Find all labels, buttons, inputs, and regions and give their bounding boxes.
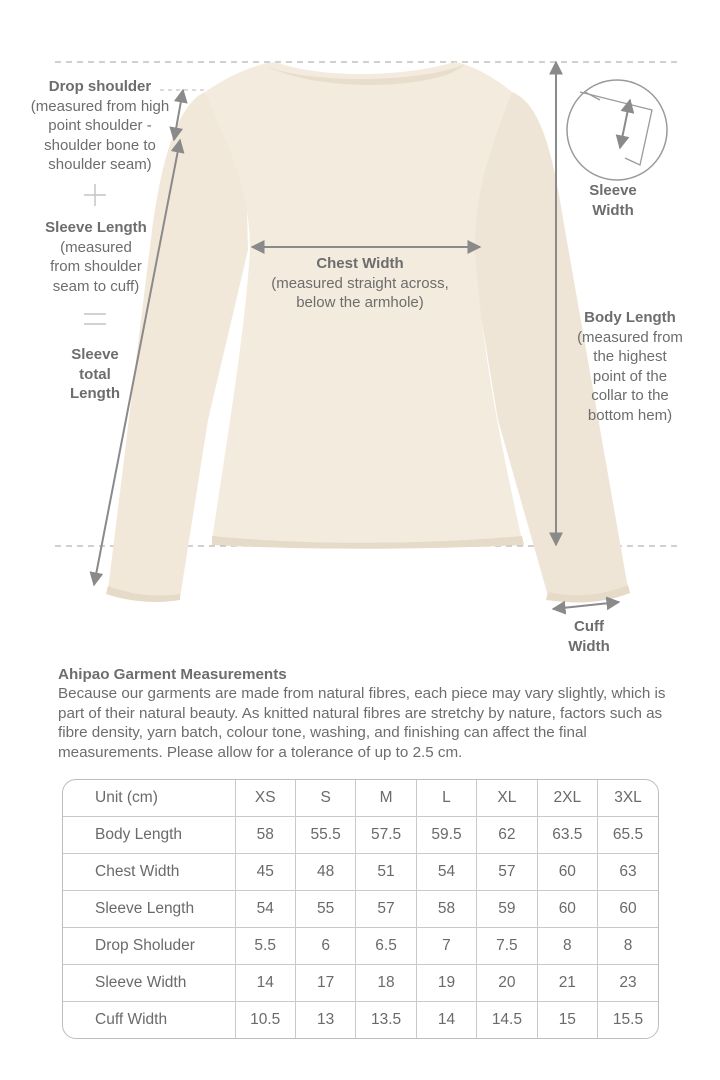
table-cell: 8 xyxy=(598,928,658,965)
table-row xyxy=(63,928,658,965)
drop-shoulder-title: Drop shoulder xyxy=(48,78,152,95)
row-label: Cuff Width xyxy=(63,1002,235,1038)
table-cell: 13.5 xyxy=(356,1002,416,1038)
table-cell: 60 xyxy=(537,853,597,890)
table-cell: 7.5 xyxy=(477,928,537,965)
table-cell: 60 xyxy=(537,890,597,927)
table-cell: 55.5 xyxy=(295,816,355,853)
table-cell: 6.5 xyxy=(356,928,416,965)
body-length-desc-line: the highest xyxy=(593,348,667,365)
sleeve-width-title-line: Sleeve xyxy=(589,182,637,199)
table-cell: 57.5 xyxy=(356,816,416,853)
sweater-illustration xyxy=(106,62,630,602)
body-length-label xyxy=(568,308,692,425)
row-label: Sleeve Length xyxy=(63,890,235,927)
cuff-width-title-line: Width xyxy=(568,637,610,655)
header-size: S xyxy=(295,780,355,816)
drop-shoulder-label xyxy=(18,77,182,175)
sleeve-total-title-line: Length xyxy=(70,385,120,402)
table-cell: 59 xyxy=(477,890,537,927)
sleeve-width-label xyxy=(573,181,653,220)
row-label: Chest Width xyxy=(63,853,235,890)
body-length-desc-line: (measured from xyxy=(577,328,683,346)
table-cell: 19 xyxy=(416,965,476,1002)
chest-width-desc-line: (measured straight across, xyxy=(271,274,449,292)
table-cell: 5.5 xyxy=(235,928,295,965)
row-label: Sleeve Width xyxy=(63,965,235,1002)
table-row xyxy=(63,853,658,890)
sleeve-length-label xyxy=(26,218,166,296)
cuff-width-arrow xyxy=(553,602,619,609)
table-row xyxy=(63,890,658,927)
table-cell: 14.5 xyxy=(477,1002,537,1038)
header-size: XS xyxy=(235,780,295,816)
table-cell: 54 xyxy=(416,853,476,890)
table-cell: 59.5 xyxy=(416,816,476,853)
table-cell: 62 xyxy=(477,816,537,853)
table-cell: 57 xyxy=(477,853,537,890)
sleeve-total-title-line: Sleeve xyxy=(71,346,119,363)
header-size: L xyxy=(416,780,476,816)
table-cell: 14 xyxy=(235,965,295,1002)
sleeve-total-length-label xyxy=(50,345,140,404)
chest-width-label xyxy=(255,254,465,313)
table-cell: 58 xyxy=(416,890,476,927)
table-cell: 23 xyxy=(598,965,658,1002)
table-cell: 63 xyxy=(598,853,658,890)
table-cell: 6 xyxy=(295,928,355,965)
sleeve-length-title: Sleeve Length xyxy=(45,219,147,236)
header-size: 2XL xyxy=(537,780,597,816)
cuff-width-title-line: Cuff xyxy=(574,618,604,635)
table-row xyxy=(63,816,658,853)
table-cell: 48 xyxy=(295,853,355,890)
table-cell: 13 xyxy=(295,1002,355,1038)
table-cell: 51 xyxy=(356,853,416,890)
size-table xyxy=(62,779,659,1039)
sleeve-width-title-line: Width xyxy=(592,201,634,219)
table-cell: 57 xyxy=(356,890,416,927)
intro-title: Ahipao Garment Measurements xyxy=(58,666,287,683)
table-row xyxy=(63,965,658,1002)
body-length-title: Body Length xyxy=(584,309,676,326)
table-cell: 60 xyxy=(598,890,658,927)
header-size: M xyxy=(356,780,416,816)
chest-width-desc-line: below the armhole) xyxy=(296,294,424,311)
sleeve-length-desc-line: from shoulder xyxy=(50,258,142,275)
table-cell: 21 xyxy=(537,965,597,1002)
sleeve-length-desc-line: seam to cuff) xyxy=(52,277,140,295)
drop-shoulder-desc-line: shoulder bone to xyxy=(44,136,156,154)
table-row xyxy=(63,1002,658,1038)
table-cell: 20 xyxy=(477,965,537,1002)
header-size: 3XL xyxy=(598,780,658,816)
cuff-width-label xyxy=(549,617,629,656)
table-cell: 15 xyxy=(537,1002,597,1038)
body-length-desc-line: bottom hem) xyxy=(587,406,673,424)
table-cell: 10.5 xyxy=(235,1002,295,1038)
table-cell: 15.5 xyxy=(598,1002,658,1038)
table-header-row xyxy=(63,780,658,816)
table-cell: 8 xyxy=(537,928,597,965)
table-cell: 17 xyxy=(295,965,355,1002)
body-length-desc-line: collar to the xyxy=(591,387,669,404)
header-unit: Unit (cm) xyxy=(63,780,235,816)
sleeve-total-title-line: total xyxy=(79,365,111,383)
table-cell: 58 xyxy=(235,816,295,853)
table-cell: 63.5 xyxy=(537,816,597,853)
table-cell: 65.5 xyxy=(598,816,658,853)
drop-shoulder-desc-line: point shoulder - xyxy=(48,117,152,134)
row-label: Body Length xyxy=(63,816,235,853)
table-cell: 55 xyxy=(295,890,355,927)
table-cell: 14 xyxy=(416,1002,476,1038)
sleeve-length-desc-line: (measured xyxy=(60,238,132,256)
sleeve-width-inset xyxy=(567,80,667,180)
table-cell: 7 xyxy=(416,928,476,965)
body-length-desc-line: point of the xyxy=(592,367,668,385)
intro-body: Because our garments are made from natural fibres, each piece may vary slightly, which is part of their natural beauty. As knitted natural fibres are stretchy by nature, factors such as fibre density, yarn batch, colour tone, washing, and finishing can affect the final measurements. Please allow for a tolerance of up to 2.5 cm. xyxy=(58,685,666,761)
row-label: Drop Sholuder xyxy=(63,928,235,965)
measurements-intro xyxy=(58,665,678,762)
table-cell: 45 xyxy=(235,853,295,890)
header-size: XL xyxy=(477,780,537,816)
table-cell: 54 xyxy=(235,890,295,927)
drop-shoulder-desc-line: shoulder seam) xyxy=(48,156,152,173)
chest-width-title: Chest Width xyxy=(316,255,404,272)
table-cell: 18 xyxy=(356,965,416,1002)
drop-shoulder-desc-line: (measured from high xyxy=(30,97,170,115)
